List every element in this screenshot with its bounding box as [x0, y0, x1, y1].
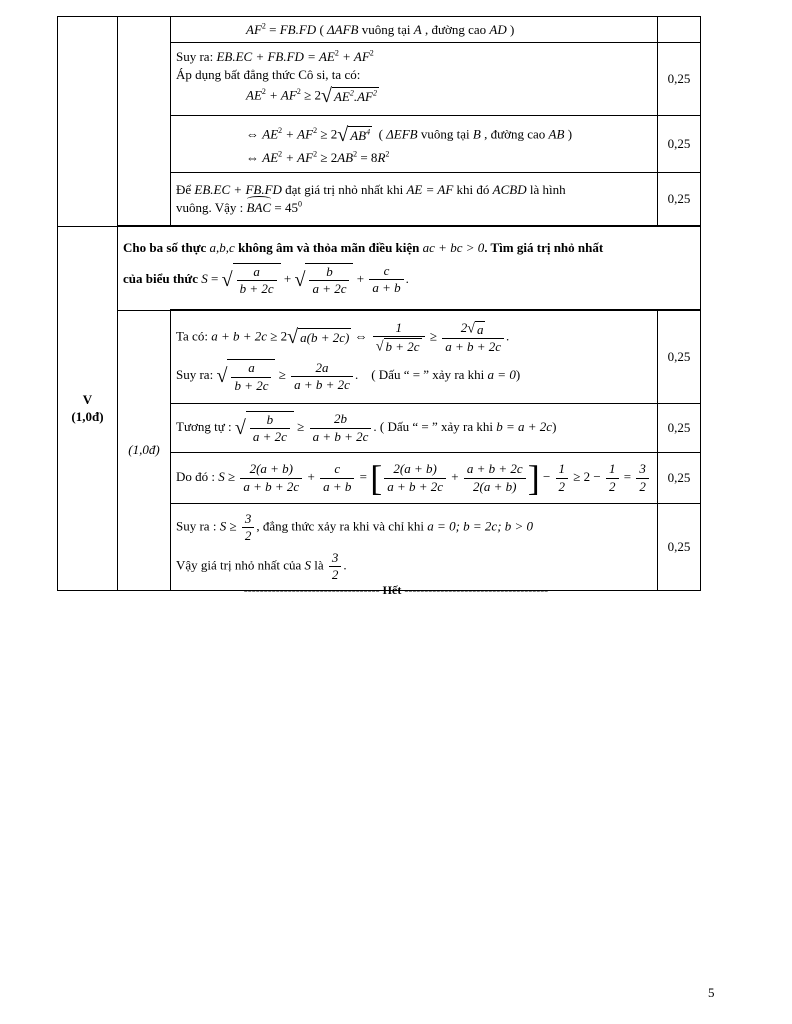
ta-co-label: Ta có:	[176, 328, 208, 344]
row-v-step-1	[58, 310, 701, 404]
score-cell: 0,25	[658, 453, 701, 504]
prompt-condition: ac + bc > 0	[422, 239, 485, 255]
tuong-tu-label: Tương tự :	[176, 418, 232, 434]
expression-s: S = √ $\frac{a}{b + 2c}$ + √ $\frac{b}{a + 2c}$ + $\frac{c}{a + b}$ .	[201, 263, 409, 296]
prompt-start: Cho ba số thực	[123, 239, 207, 255]
v-step-3: Do đó : S ≥ $\frac{2(a + b)}{a + b + 2c}$ + $\frac{c}{a + b}$ = [ $\frac{2(a + b)}{a + b + 2c}$ + $\frac{a + b + 2c}{2(a + b)}$ ] − $\frac{1}{2}$ ≥ 2 − $\frac{1}{2}$ = $\frac{3}{2}$	[171, 453, 658, 504]
conclusion-label: Vậy giá trị nhỏ nhất của	[176, 557, 302, 573]
equivalence-step: ⇔ $AE^2 + AF^2 \ge 2√$ $AB^4$ ( ΔEFB vuông tại B , đường cao AB ) ⇔ $AE^2 + AF^2 \ge 2AB^2 = 8R^2$	[171, 116, 658, 173]
cosi-step: Suy ra: $EB.EC + FB.FD = AE^2 + AF^2$ Áp dụng bất đẳng thức Cô si, ta có: $AE^2 + AF^2 \ge 2√$ $AE^2.AF^2$	[171, 43, 658, 116]
empty-question-cell	[58, 17, 118, 227]
equality-condition-final: a = 0; b = 2c; b > 0	[427, 518, 534, 534]
score-cell: 0,25	[658, 504, 701, 591]
question-points: (1,0đ)	[71, 409, 104, 425]
end-marker: ---------------------------------- Hết ------------------------------------	[243, 583, 549, 597]
equality-cond-2: b = a + 2c	[496, 418, 553, 434]
score-cell: 0,25	[658, 43, 701, 116]
text-la-hinh: là hình	[529, 182, 566, 198]
empty-score-cell	[658, 17, 701, 43]
angle-bac: BAC	[246, 200, 272, 215]
empty-points-cell	[118, 17, 171, 227]
prompt-end: . Tìm giá trị nhỏ nhất	[484, 239, 604, 255]
v-step-2: Tương tự : √ $\frac{b}{a + 2c}$ ≥ $\frac{2b}{a + b + 2c}$ . ( Dấu “ = ” xảy ra khi b = a + 2c)	[171, 404, 658, 453]
score-cell: 0,25	[658, 173, 701, 227]
altitude-ad: AD	[489, 21, 507, 37]
af-squared-line: $AF^2 = FB.FD$ ( ΔAFB vuông tại A , đường cao AD )	[171, 17, 658, 43]
score-cell: 0,25	[658, 310, 701, 404]
prompt-mid: không âm và thỏa mãn điều kiện	[238, 239, 420, 255]
suy-ra-label-2: Suy ra:	[176, 367, 214, 383]
answer-table	[57, 16, 701, 591]
page-number: 5	[708, 985, 715, 1000]
text-vuong-vay: vuông. Vậy :	[176, 200, 244, 215]
suy-ra-label: Suy ra:	[176, 48, 214, 64]
triangle-efb: ΔEFB	[386, 126, 418, 142]
question-label-cell	[58, 226, 118, 591]
quad-acbd: ACBD	[492, 182, 527, 198]
equality-cond: a = 0	[487, 367, 516, 383]
v-step-1: Ta có: a + b + 2c ≥ 2√ a(b + 2c) ⇔ $\frac{1}{√ b + 2c}$ ≥ $\frac{2√ a}{a + b + 2c}$ . Suy ra: √ $\frac{a}{b + 2c}$ ≥ $\frac{2a}{a + b + 2c}$ . ( Dấu “ = ” xảy ra khi a = 0)	[171, 310, 658, 404]
text-khi-do: khi đó	[456, 182, 490, 198]
row-question-v-prompt	[58, 226, 701, 310]
paren-open: (	[319, 21, 324, 37]
prompt-expr-label: của biểu thức	[123, 270, 198, 286]
equality-close-2: )	[552, 418, 557, 434]
triangle-afb: ΔAFB	[327, 21, 359, 37]
text-duong-cao-2: , đường cao	[484, 126, 546, 142]
question-v-prompt	[118, 226, 701, 310]
do-do-label: Do đó :	[176, 468, 215, 484]
score-cell: 0,25	[658, 404, 701, 453]
vertex-b: B	[472, 126, 481, 142]
v-step-4: Suy ra : S ≥ $\frac{3}{2}$ , đẳng thức xảy ra khi và chỉ khi a = 0; b = 2c; b > 0 Vậy giá trị nhỏ nhất của S là $\frac{3}{2}$ .	[171, 504, 658, 591]
prompt-vars: a,b,c	[209, 239, 235, 255]
row-af-squared	[58, 17, 701, 43]
score-cell: 0,25	[658, 116, 701, 173]
sub-points: (1,0đ)	[118, 310, 171, 591]
suy-ra-label-3: Suy ra :	[176, 518, 217, 534]
equality-text: , đẳng thức xảy ra khi và chỉ khi	[256, 518, 425, 534]
var-s: S	[304, 557, 312, 573]
conclusion-bac: Để EB.EC + FB.FD đạt giá trị nhỏ nhất khi AE = AF khi đó ACBD là hình vuông. Vậy : BAC = $45^0$	[171, 173, 658, 227]
text-vuong-tai-2: vuông tại	[420, 126, 470, 142]
question-number: V	[82, 391, 93, 407]
text-duong-cao: , đường cao	[424, 21, 487, 37]
vertex-a: A	[413, 21, 422, 37]
equality-note-2: ( Dấu “ = ” xảy ra khi	[379, 418, 493, 434]
ap-dung-cosi: Áp dụng bất đẳng thức Cô si, ta có:	[176, 66, 361, 82]
text-dat-gtnn: đạt giá trị nhỏ nhất khi	[285, 182, 404, 198]
paren-close: )	[510, 21, 515, 37]
text-de: Để	[176, 182, 192, 198]
equality-close: )	[515, 367, 521, 383]
equality-note: ( Dấu “ = ” xảy ra khi	[371, 367, 485, 383]
altitude-ab: AB	[548, 126, 565, 142]
text-la: là	[314, 557, 324, 573]
text-vuong-tai: vuông tại	[361, 21, 411, 37]
